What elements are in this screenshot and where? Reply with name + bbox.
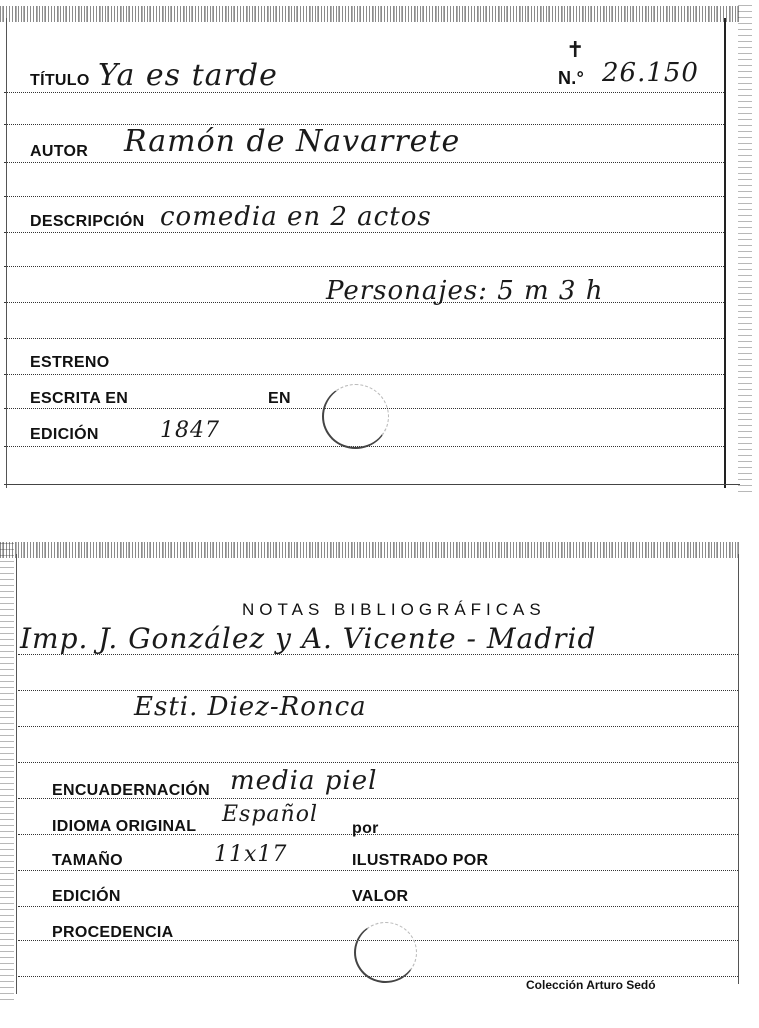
rule-line <box>4 162 724 163</box>
premiere-label: ESTRENO <box>30 354 110 371</box>
rule-line <box>18 906 738 907</box>
rule-line <box>18 870 738 871</box>
rule-line <box>18 726 738 727</box>
rule-line <box>18 690 738 691</box>
number-value: 26.150 <box>602 58 699 88</box>
translator-label: por <box>352 820 379 837</box>
card-left-border <box>6 18 7 488</box>
card-left-border <box>16 554 17 994</box>
language-value: Español <box>222 802 318 827</box>
edition-label: EDICIÓN <box>30 426 99 443</box>
description-value: comedia en 2 actos <box>160 202 432 232</box>
binding-label: ENCUADERNACIÓN <box>52 782 210 799</box>
written-label: ESCRITA EN <box>30 390 129 407</box>
title-label: TÍTULO <box>30 72 90 89</box>
size-value: 11x17 <box>214 842 288 867</box>
note-printer: Imp. J. González y A. Vicente - Madrid <box>20 622 597 655</box>
bibliographic-notes-heading: NOTAS BIBLIOGRÁFICAS <box>242 600 546 619</box>
rule-line <box>18 762 738 763</box>
card-right-edge-texture <box>738 0 752 492</box>
faint-circular-stamp <box>322 384 389 449</box>
description-label: DESCRIPCIÓN <box>30 213 145 230</box>
origin-label: PROCEDENCIA <box>52 924 174 941</box>
collection-credit: Colección Arturo Sedó <box>526 978 656 992</box>
rule-line <box>4 266 724 267</box>
faint-circular-stamp <box>354 922 417 983</box>
author-value: Ramón de Navarrete <box>124 124 461 159</box>
value-label: VALOR <box>352 888 409 905</box>
size-label: TAMAÑO <box>52 852 123 869</box>
rule-line <box>4 232 724 233</box>
written-en-label: EN <box>268 390 291 407</box>
author-label: AUTOR <box>30 143 89 160</box>
catalog-card-front <box>0 0 740 492</box>
rule-line <box>4 196 724 197</box>
cross-mark: ✝ <box>566 38 586 63</box>
card-bottom-edge <box>4 484 740 485</box>
number-label: N.° <box>558 68 585 88</box>
characters-value: Personajes: 5 m 3 h <box>326 276 604 306</box>
edition-label-back: EDICIÓN <box>52 888 121 905</box>
note-engraver: Esti. Diez-Ronca <box>134 692 367 722</box>
card-left-edge-texture <box>0 540 14 1000</box>
card-right-border <box>724 18 726 488</box>
edition-value: 1847 <box>160 418 220 443</box>
illustrated-label: ILUSTRADO POR <box>352 852 489 869</box>
binding-value: media piel <box>230 766 378 796</box>
card-right-border <box>738 554 739 984</box>
card-top-edge-texture <box>0 6 740 22</box>
rule-line <box>4 374 724 375</box>
rule-line <box>4 338 724 339</box>
card-top-edge-texture <box>0 542 740 558</box>
catalog-card-back <box>0 540 740 1000</box>
language-label: IDIOMA ORIGINAL <box>52 818 197 835</box>
title-value: Ya es tarde <box>98 58 278 93</box>
